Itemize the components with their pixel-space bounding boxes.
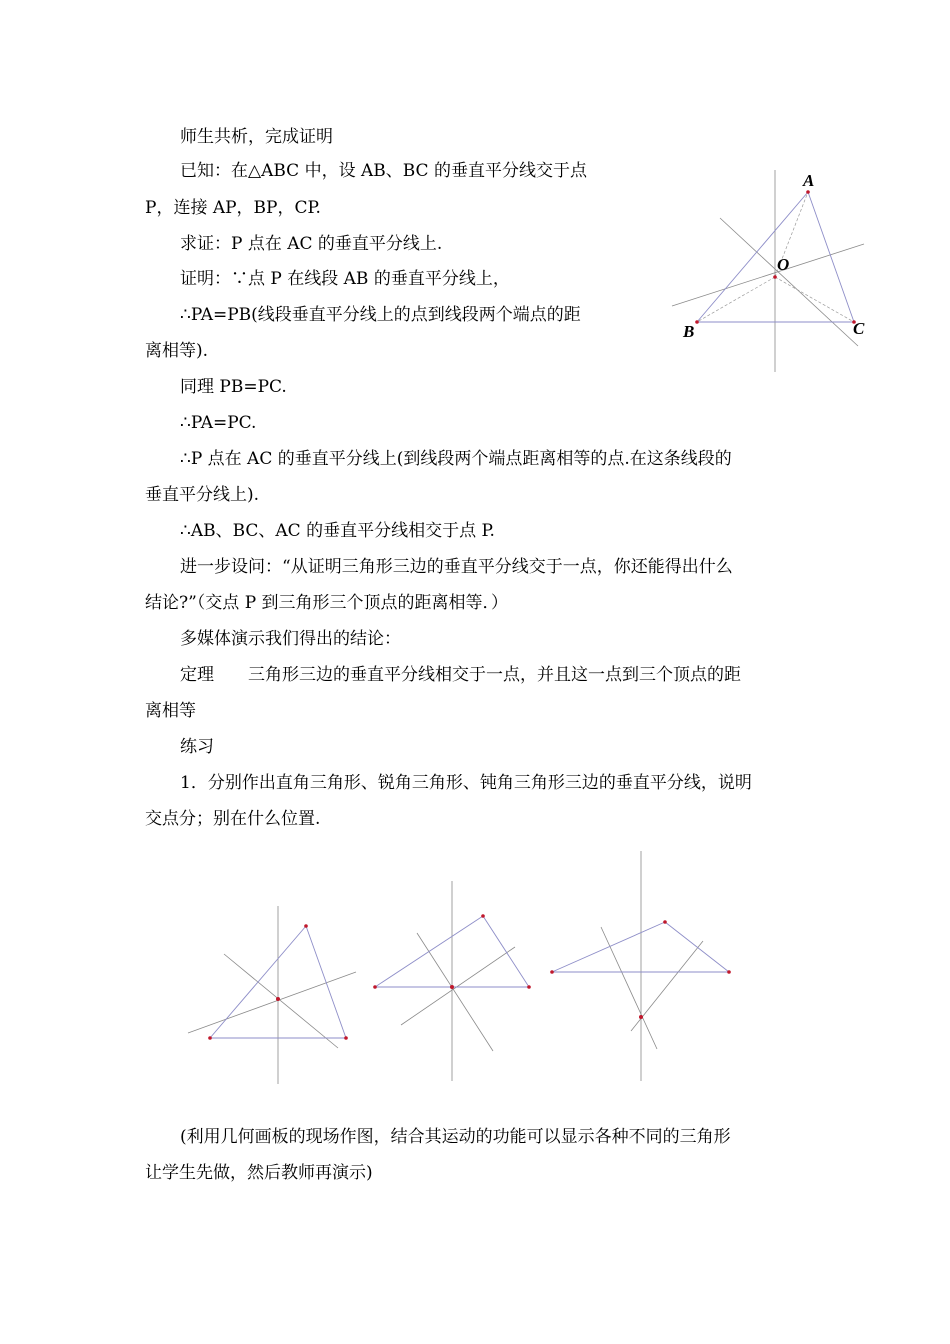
side-line xyxy=(552,922,665,972)
obtuse-triangle-figure xyxy=(545,845,740,1090)
side-line xyxy=(665,922,729,972)
text-line: 离相等 xyxy=(145,701,196,721)
vertex-point xyxy=(727,970,731,974)
side-line xyxy=(306,926,346,1038)
text-line: 证明：∵点 P 在线段 AB 的垂直平分线上， xyxy=(180,269,510,289)
bisector-ac xyxy=(720,218,858,346)
vertex-point xyxy=(527,985,531,989)
text-line: 师生共析，完成证明 xyxy=(180,127,333,147)
circumcenter-point xyxy=(276,997,280,1001)
side-line xyxy=(375,916,483,987)
label-a: A xyxy=(803,171,815,190)
point-a xyxy=(806,190,810,194)
text-line: 离相等). xyxy=(145,341,209,361)
triangle-figure xyxy=(660,160,880,380)
text-line: 交点分；别在什么位置. xyxy=(145,809,321,829)
text-line: 练习 xyxy=(180,737,214,757)
text-line: P，连接 AP，BP，CP. xyxy=(145,198,321,218)
side-line xyxy=(210,926,306,1038)
bisector-line xyxy=(601,927,657,1049)
side-line xyxy=(483,916,529,987)
text-line: ∴AB、BC、AC 的垂直平分线相交于点 P. xyxy=(180,521,495,541)
text-line: ∴PA=PB(线段垂直平分线上的点到线段两个端点的距 xyxy=(180,305,581,325)
bisector-line xyxy=(188,972,356,1033)
text-line: 让学生先做，然后教师再演示) xyxy=(145,1163,373,1183)
text-line: 同理 PB=PC. xyxy=(180,377,287,397)
circumcenter-point xyxy=(450,985,454,989)
side-ab xyxy=(697,192,808,322)
text-line: 进一步设问：“从证明三角形三边的垂直平分线交于一点，你还能得出什么 xyxy=(180,557,733,577)
text-line: 已知：在△ABC 中，设 AB、BC 的垂直平分线交于点 xyxy=(180,161,587,181)
label-c: C xyxy=(853,319,865,338)
segment-oc xyxy=(775,277,854,322)
text-line: ∴P 点在 AC 的垂直平分线上(到线段两个端点距离相等的点.在这条线段的 xyxy=(180,449,732,469)
label-b: B xyxy=(683,322,695,341)
side-ac xyxy=(808,192,854,322)
vertex-point xyxy=(481,914,485,918)
text-line: ∴PA=PC. xyxy=(180,413,257,433)
text-line: (利用几何画板的现场作图，结合其运动的功能可以显示各种不同的三角形 xyxy=(180,1127,731,1147)
text-line: 垂直平分线上). xyxy=(145,485,260,505)
vertex-point xyxy=(208,1036,212,1040)
point-o xyxy=(773,275,777,279)
point-b xyxy=(695,320,699,324)
text-line: 多媒体演示我们得出的结论： xyxy=(180,629,401,649)
circumcenter-point xyxy=(639,1015,643,1019)
acute-triangle-figure xyxy=(180,900,370,1090)
vertex-point xyxy=(663,920,667,924)
bisector-line xyxy=(417,933,493,1051)
text-line: 求证：P 点在 AC 的垂直平分线上. xyxy=(180,234,443,254)
right-triangle-figure xyxy=(365,875,545,1090)
vertex-point xyxy=(550,970,554,974)
bisector-ab xyxy=(672,244,864,306)
vertex-point xyxy=(373,985,377,989)
segment-ob xyxy=(697,277,775,322)
label-o: O xyxy=(777,255,790,274)
vertex-point xyxy=(304,924,308,928)
text-line: 定理 三角形三边的垂直平分线相交于一点，并且这一点到三个顶点的距 xyxy=(180,665,741,685)
text-line: 结论?”（交点 P 到三角形三个顶点的距离相等．） xyxy=(145,593,509,613)
text-line: 1．分别作出直角三角形、锐角三角形、钝角三角形三边的垂直平分线，说明 xyxy=(180,773,752,793)
vertex-point xyxy=(344,1036,348,1040)
